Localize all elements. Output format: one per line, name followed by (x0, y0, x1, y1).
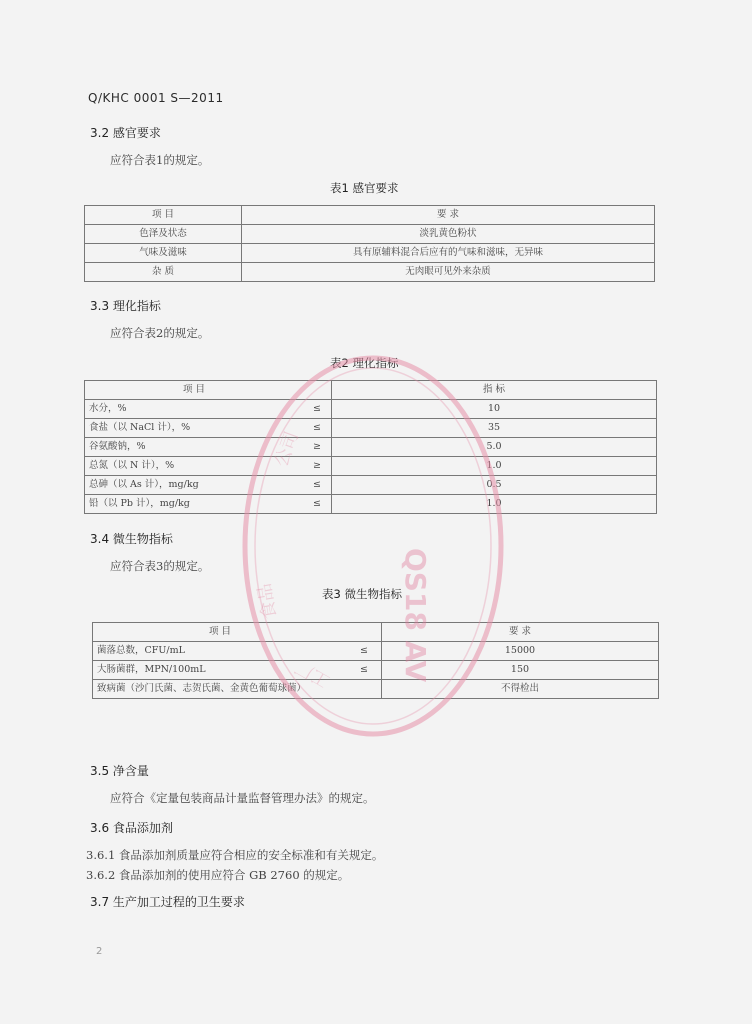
table-row (85, 419, 657, 438)
table-row (85, 263, 655, 282)
section-para-3-4: 应符合表3的规定。 (110, 559, 210, 573)
page-number: 2 (96, 946, 103, 957)
table-cell-value: 1.0 (332, 495, 657, 514)
standard-number: Q/KHC 0001 S—2011 (88, 91, 224, 105)
table-cell: 淡乳黄色粉状 (242, 225, 655, 244)
section-heading-3-3: 3.3 理化指标 (90, 299, 161, 313)
svg-text:公司: 公司 (270, 428, 304, 470)
table-row (85, 225, 655, 244)
table-cell: 气味及滋味 (85, 244, 242, 263)
section-heading-3-4: 3.4 微生物指标 (90, 532, 173, 546)
table-row (93, 680, 659, 699)
table1-caption: 表1 感官要求 (330, 181, 399, 195)
table-row (85, 244, 655, 263)
table-header-row (85, 381, 657, 400)
table3 (92, 622, 659, 699)
table-cell-item: 铅（以 Pb 计），mg/kg (85, 495, 304, 514)
table-cell-value: 15000 (382, 642, 659, 661)
table-cell-item: 总砷（以 As 计），mg/kg (85, 476, 304, 495)
table-row (85, 476, 657, 495)
table-header-op-cell (303, 381, 332, 400)
table-cell-value: 150 (382, 661, 659, 680)
table-cell-item: 总氮（以 N 计），% (85, 457, 304, 476)
table-cell-value: 0.5 (332, 476, 657, 495)
table-cell-value: 10 (332, 400, 657, 419)
table-cell-value: 不得检出 (382, 680, 659, 699)
table-row (85, 457, 657, 476)
table-cell: 色泽及状态 (85, 225, 242, 244)
table1 (84, 205, 655, 282)
clause-3-6-1: 3.6.1 食品添加剂质量应符合相应的安全标准和有关规定。 (86, 848, 384, 862)
table-cell-item: 大肠菌群，MPN/100mL (93, 661, 348, 680)
section-para-3-2: 应符合表1的规定。 (110, 153, 210, 167)
table-cell-value: 35 (332, 419, 657, 438)
table2-caption: 表2 理化指标 (330, 356, 399, 370)
table-cell-value: 5.0 (332, 438, 657, 457)
table-cell-item: 致病菌（沙门氏菌、志贺氏菌、金黄色葡萄球菌） (93, 680, 382, 699)
table-cell-operator: ≤ (303, 495, 332, 514)
section-heading-3-6: 3.6 食品添加剂 (90, 821, 173, 835)
table3-caption: 表3 微生物指标 (322, 587, 402, 601)
table-row (85, 495, 657, 514)
table-header-row (85, 206, 655, 225)
svg-text:工厂: 工厂 (291, 655, 334, 692)
table-cell-operator: ≥ (303, 438, 332, 457)
table-cell-item: 菌落总数，CFU/mL (93, 642, 348, 661)
table-row (85, 400, 657, 419)
section-heading-3-2: 3.2 感官要求 (90, 126, 161, 140)
table-header-cell: 要 求 (242, 206, 655, 225)
section-heading-3-5: 3.5 净含量 (90, 764, 149, 778)
table-cell-value: 1.0 (332, 457, 657, 476)
table2 (84, 380, 657, 514)
table-row (85, 438, 657, 457)
table-header-row (93, 623, 659, 642)
table-header-cell: 指 标 (332, 381, 657, 400)
table-cell: 杂 质 (85, 263, 242, 282)
table-header-cell: 项 目 (93, 623, 348, 642)
section-para-3-5: 应符合《定量包装商品计量监督管理办法》的规定。 (110, 791, 375, 805)
clause-3-6-2: 3.6.2 食品添加剂的使用应符合 GB 2760 的规定。 (86, 868, 350, 882)
svg-text:食品: 食品 (253, 581, 281, 621)
table-cell-item: 水分，% (85, 400, 304, 419)
table-header-cell: 项 目 (85, 206, 242, 225)
table-cell-item: 谷氨酸钠，% (85, 438, 304, 457)
table-cell-operator: ≤ (303, 400, 332, 419)
table-cell: 具有原辅料混合后应有的气味和滋味，无异味 (242, 244, 655, 263)
table-cell-operator: ≥ (303, 457, 332, 476)
table-header-op-cell (347, 623, 382, 642)
table-cell-operator: ≤ (347, 661, 382, 680)
section-heading-3-7: 3.7 生产加工过程的卫生要求 (90, 895, 245, 909)
table-header-cell: 要 求 (382, 623, 659, 642)
table-cell-operator: ≤ (347, 642, 382, 661)
table-row (93, 661, 659, 680)
table-cell-operator: ≤ (303, 476, 332, 495)
table-row (93, 642, 659, 661)
svg-text:QS18 AV: QS18 AV (399, 548, 432, 683)
section-para-3-3: 应符合表2的规定。 (110, 326, 210, 340)
table-cell-operator: ≤ (303, 419, 332, 438)
table-cell-item: 食盐（以 NaCl 计），% (85, 419, 304, 438)
table-header-cell: 项 目 (85, 381, 304, 400)
table-cell: 无肉眼可见外来杂质 (242, 263, 655, 282)
